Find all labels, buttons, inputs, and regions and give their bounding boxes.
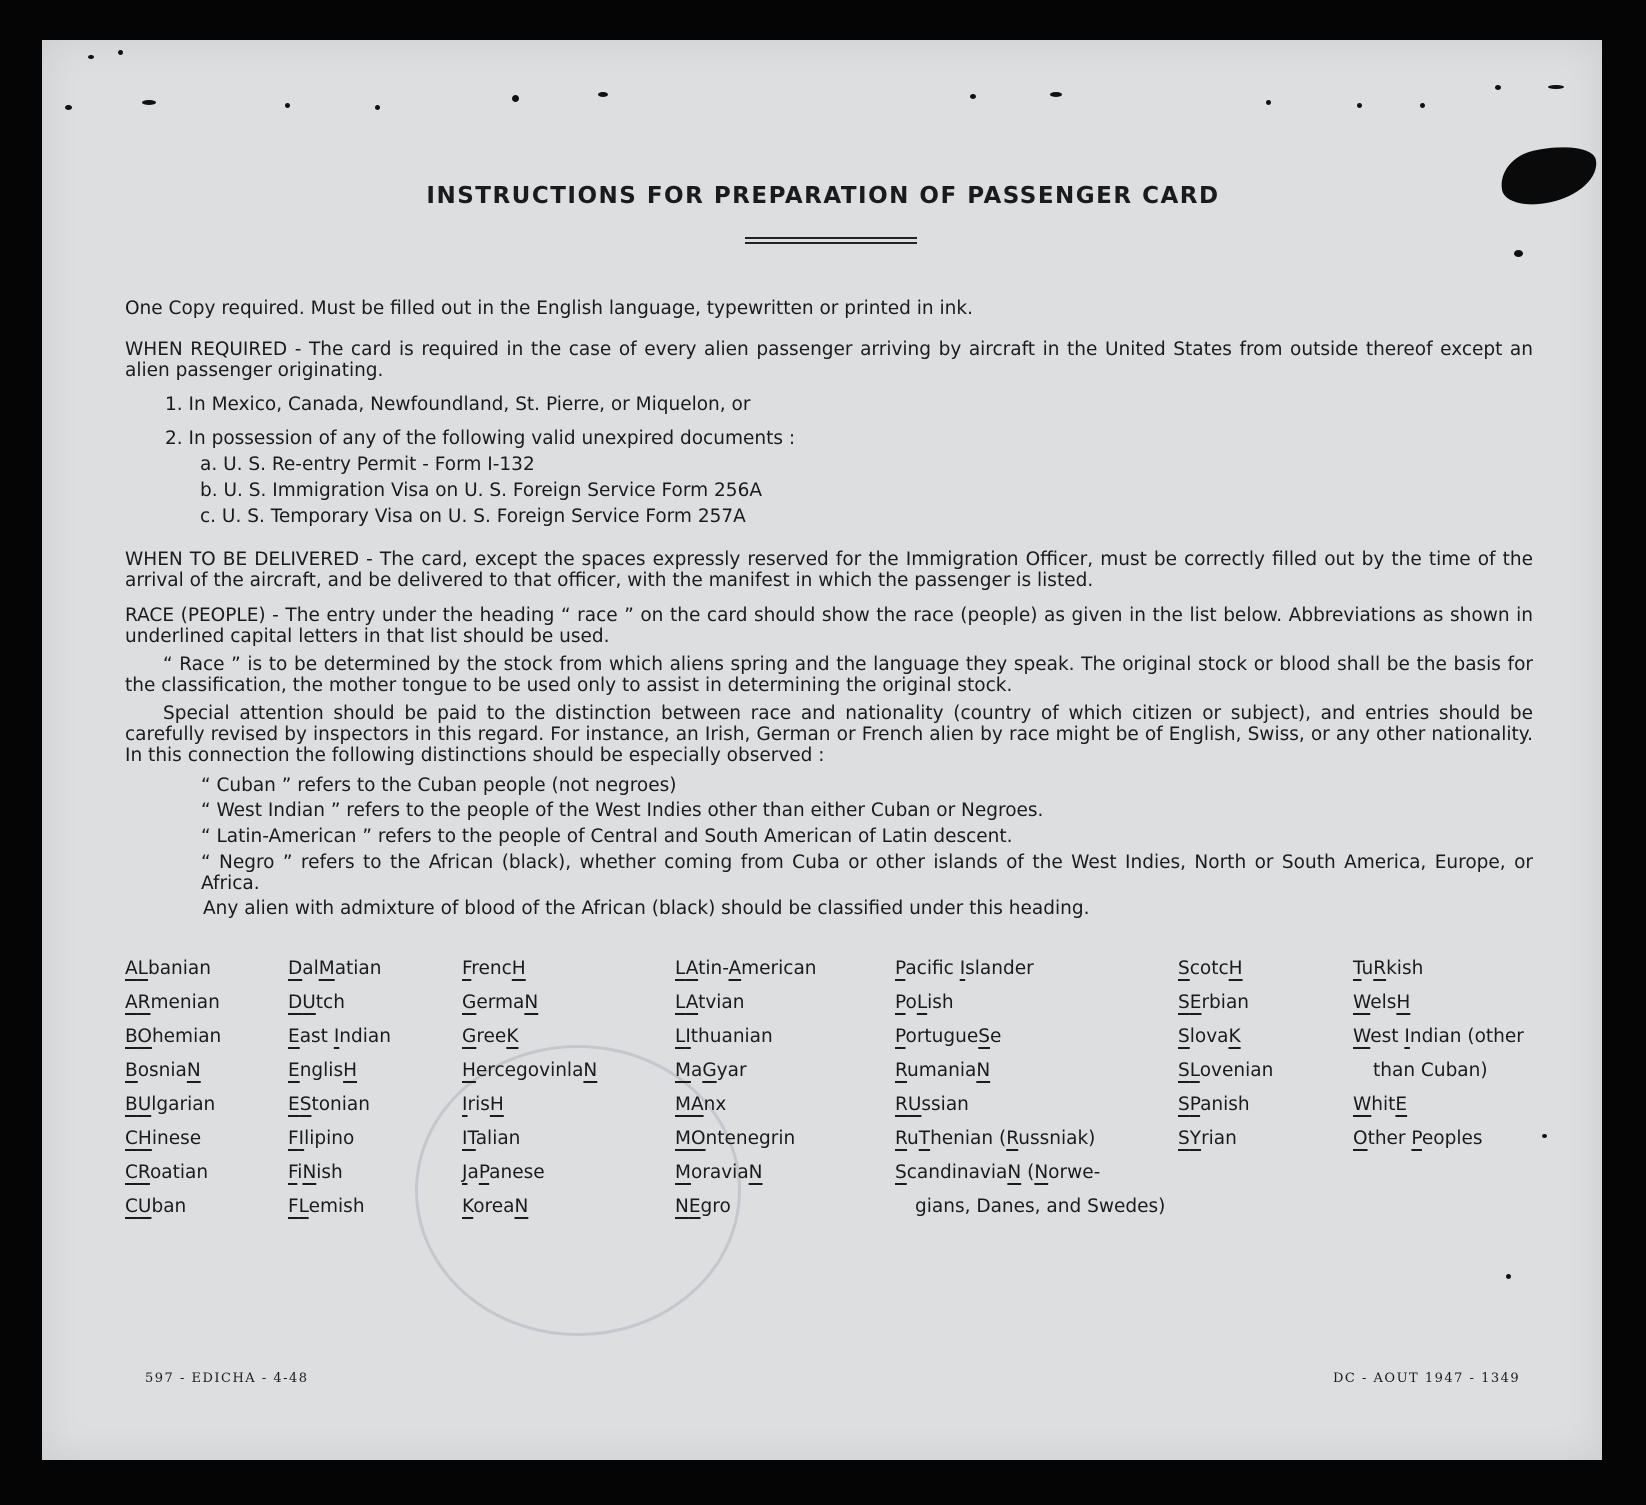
race-entry: ScandinaviaN (Norwe- — [895, 1162, 1101, 1183]
list-item: 1. In Mexico, Canada, Newfoundland, St. Pierre, or Miquelon, or — [165, 394, 751, 415]
speck — [118, 50, 123, 55]
race-entry: GreeK — [462, 1026, 519, 1047]
race-entry: LIthuanian — [675, 1026, 773, 1047]
list-item: 2. In possession of any of the following valid unexpired documents : — [165, 428, 796, 449]
race-entry: East Indian — [288, 1026, 391, 1047]
race-people-text: RACE (PEOPLE) - The entry under the heading “ race ” on the card should show the race (people) as given in the list below. Abbreviations as shown in underlined capital letters in that list should be used. — [125, 605, 1533, 647]
speck — [1506, 1274, 1511, 1279]
speck — [375, 105, 380, 110]
race-entry: RUssian — [895, 1094, 969, 1115]
race-entry: ALbanian — [125, 958, 211, 979]
race-entry: CRoatian — [125, 1162, 209, 1183]
speck — [1266, 100, 1271, 105]
race-entry: Pacific Islander — [895, 958, 1034, 979]
race-definition-text: “ Race ” is to be determined by the stock from which aliens spring and the language they speak. The original stock or blood shall be the basis for the classification, the mother tongue to be used only to assist in determining the original stock. — [125, 654, 1533, 696]
when-delivered-text: WHEN TO BE DELIVERED - The card, except the spaces expressly reserved for the Immigration Officer, must be correctly filled out by the time of the arrival of the aircraft, and be delivered to that officer, with the manifest in which the passenger is listed. — [125, 549, 1533, 591]
footer-code-left: 597 - EDICHA - 4-48 — [145, 1371, 309, 1386]
race-entry: SlovaK — [1178, 1026, 1241, 1047]
title-rule — [745, 242, 917, 244]
race-entry: WelsH — [1353, 992, 1411, 1013]
intro-text: One Copy required. Must be filled out in the English language, typewritten or printed in ink. — [125, 298, 973, 319]
race-entry: GermaN — [462, 992, 539, 1013]
speck — [970, 94, 976, 99]
race-entry: BosniaN — [125, 1060, 201, 1081]
sub-list-item: c. U. S. Temporary Visa on U. S. Foreign Service Form 257A — [200, 506, 746, 527]
race-entry: MOntenegrin — [675, 1128, 796, 1149]
distinction-item: “ Cuban ” refers to the Cuban people (not negroes) — [201, 775, 677, 796]
race-entry: IrisH — [462, 1094, 504, 1115]
speck — [1357, 103, 1362, 108]
race-entry: FrencH — [462, 958, 526, 979]
race-entry: KoreaN — [462, 1196, 529, 1217]
race-entry: DUtch — [288, 992, 345, 1013]
speck — [512, 95, 519, 102]
speck — [285, 103, 290, 108]
race-entry: JaPanese — [462, 1162, 545, 1183]
race-entry: ScotcH — [1178, 958, 1243, 979]
race-entry: ARmenian — [125, 992, 220, 1013]
race-entry: RuThenian (Russniak) — [895, 1128, 1096, 1149]
race-entry: SPanish — [1178, 1094, 1250, 1115]
speck — [1050, 92, 1062, 97]
distinction-item: “ West Indian ” refers to the people of the West Indies other than either Cuban or Negroes. — [201, 800, 1044, 821]
race-entry: PoLish — [895, 992, 954, 1013]
speck — [65, 105, 72, 110]
speck — [1495, 85, 1501, 90]
admixture-text: Any alien with admixture of blood of the African (black) should be classified under this heading. — [203, 898, 1090, 919]
race-entry: EnglisH — [288, 1060, 358, 1081]
race-entry: LAtvian — [675, 992, 745, 1013]
race-entry: SErbian — [1178, 992, 1250, 1013]
speck — [1514, 250, 1523, 257]
sub-list-item: a. U. S. Re-entry Permit - Form I-132 — [200, 454, 535, 475]
race-entry: ITalian — [462, 1128, 521, 1149]
title-rule — [745, 237, 917, 239]
race-entry: SYrian — [1178, 1128, 1237, 1149]
speck — [1548, 85, 1564, 89]
race-entry: WhitE — [1353, 1094, 1408, 1115]
race-entry: than Cuban) — [1373, 1060, 1488, 1081]
race-entry: CUban — [125, 1196, 187, 1217]
race-entry: BOhemian — [125, 1026, 222, 1047]
race-entry: LAtin-American — [675, 958, 817, 979]
speck — [598, 92, 608, 97]
special-attention-text: Special attention should be paid to the distinction between race and nationality (country of which citizen or subject), and entries should be carefully revised by inspectors in this regard. For instance, an Irish, German or French alien by race might be of English, Swiss, or any other nationality. In this connection the following distinctions should be especially observed : — [125, 703, 1533, 766]
race-entry: CHinese — [125, 1128, 202, 1149]
race-entry: FIlipino — [288, 1128, 355, 1149]
race-entry: FLemish — [288, 1196, 365, 1217]
race-entry: TuRkish — [1353, 958, 1424, 979]
faint-stamp — [415, 1045, 741, 1336]
race-entry: MoraviaN — [675, 1162, 763, 1183]
speck — [1542, 1134, 1547, 1138]
speck — [88, 55, 94, 59]
race-entry: gians, Danes, and Swedes) — [915, 1196, 1166, 1217]
speck — [142, 100, 156, 105]
race-entry: Other Peoples — [1353, 1128, 1483, 1149]
race-entry: FiNish — [288, 1162, 343, 1183]
sub-list-item: b. U. S. Immigration Visa on U. S. Foreign Service Form 256A — [200, 480, 763, 501]
race-entry: BUlgarian — [125, 1094, 216, 1115]
speck — [1420, 103, 1425, 108]
race-entry: SLovenian — [1178, 1060, 1274, 1081]
race-entry: RumaniaN — [895, 1060, 991, 1081]
distinction-item: “ Latin-American ” refers to the people of Central and South American of Latin descent. — [201, 826, 1013, 847]
race-entry: West Indian (other — [1353, 1026, 1524, 1047]
race-entry: NEgro — [675, 1196, 731, 1217]
race-entry: PortugueSe — [895, 1026, 1002, 1047]
race-entry: EStonian — [288, 1094, 370, 1115]
race-entry: HercegovinlaN — [462, 1060, 598, 1081]
footer-code-right: DC - AOUT 1947 - 1349 — [1333, 1371, 1521, 1386]
race-entry: DalMatian — [288, 958, 382, 979]
distinction-item: “ Negro ” refers to the African (black), whether coming from Cuba or other islands of the West Indies, North or South America, Europe, or Africa. — [201, 852, 1533, 894]
race-entry: MAnx — [675, 1094, 727, 1115]
page-title: INSTRUCTIONS FOR PREPARATION OF PASSENGER CARD — [426, 183, 1220, 209]
when-required-text: WHEN REQUIRED - The card is required in the case of every alien passenger arriving by aircraft in the United States from outside thereof except an alien passenger originating. — [125, 339, 1533, 381]
race-entry: MaGyar — [675, 1060, 747, 1081]
